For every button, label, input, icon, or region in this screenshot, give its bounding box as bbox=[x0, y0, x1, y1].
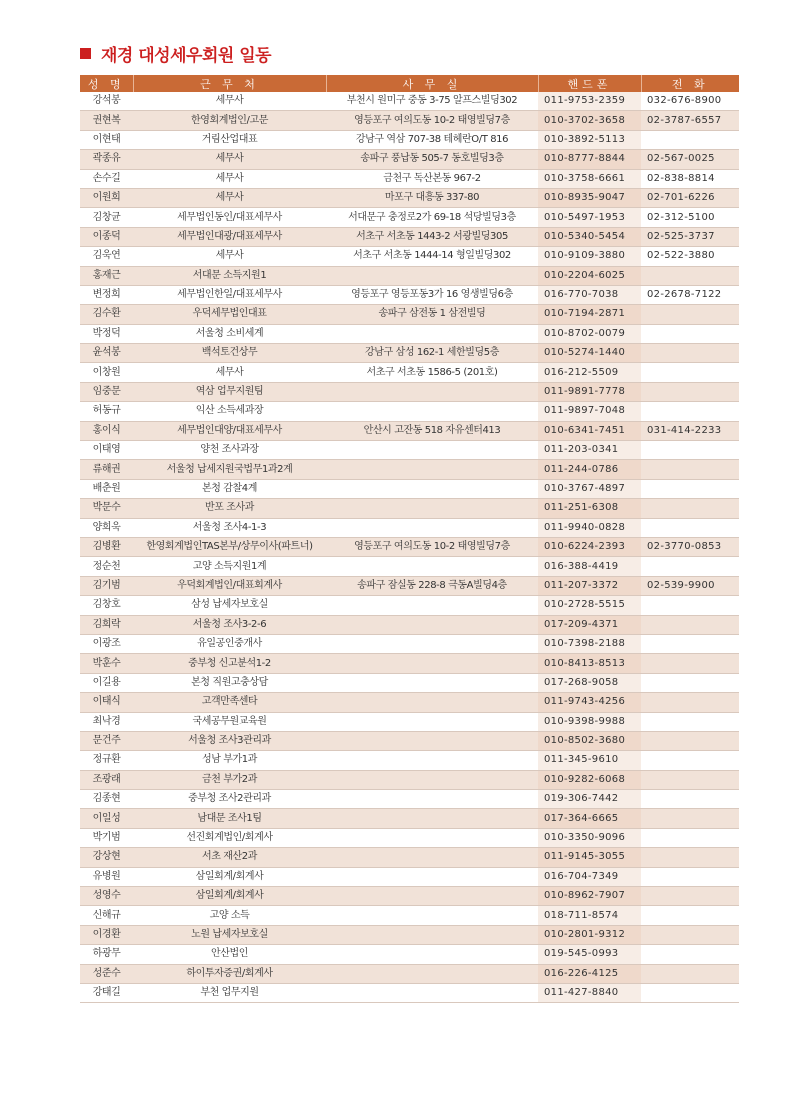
cell-office: 강남구 역삼 707-38 테헤란O/T 816 bbox=[326, 130, 538, 149]
cell-phone bbox=[641, 344, 739, 363]
cell-office bbox=[326, 460, 538, 479]
cell-workplace: 세무법인대양/대표세무사 bbox=[133, 421, 326, 440]
page-title-text: 재경 대성세우회원 일동 bbox=[101, 45, 272, 66]
cell-mobile: 010-7398-2188 bbox=[538, 634, 641, 653]
table-row bbox=[80, 906, 739, 925]
cell-mobile: 010-8962-7907 bbox=[538, 887, 641, 906]
cell-name: 김욱연 bbox=[80, 247, 133, 266]
cell-name: 홍이식 bbox=[80, 421, 133, 440]
column-header-office: 사 무 실 bbox=[326, 75, 538, 92]
cell-phone: 02-539-9900 bbox=[641, 576, 739, 595]
cell-mobile: 011-9145-3055 bbox=[538, 848, 641, 867]
table-row bbox=[80, 247, 739, 266]
cell-name: 박훈수 bbox=[80, 654, 133, 673]
cell-workplace: 고양 소득 bbox=[133, 906, 326, 925]
table-row bbox=[80, 693, 739, 712]
table-row bbox=[80, 770, 739, 789]
cell-office bbox=[326, 809, 538, 828]
cell-office: 안산시 고잔동 518 자유센터413 bbox=[326, 421, 538, 440]
table-row bbox=[80, 92, 739, 111]
cell-phone bbox=[641, 382, 739, 401]
cell-name: 이원희 bbox=[80, 188, 133, 207]
cell-phone bbox=[641, 809, 739, 828]
cell-mobile: 010-5497-1953 bbox=[538, 208, 641, 227]
table-row bbox=[80, 964, 739, 983]
cell-workplace: 세무사 bbox=[133, 150, 326, 169]
cell-name: 강석봉 bbox=[80, 92, 133, 111]
cell-mobile: 010-2801-9312 bbox=[538, 925, 641, 944]
cell-mobile: 010-8502-3680 bbox=[538, 731, 641, 750]
cell-phone bbox=[641, 770, 739, 789]
cell-name: 이창원 bbox=[80, 363, 133, 382]
cell-workplace: 세무법인한일/대표세무사 bbox=[133, 285, 326, 304]
cell-office bbox=[326, 479, 538, 498]
cell-phone bbox=[641, 596, 739, 615]
cell-phone bbox=[641, 906, 739, 925]
cell-workplace: 노원 납세자보호실 bbox=[133, 925, 326, 944]
table-row bbox=[80, 441, 739, 460]
table-row bbox=[80, 925, 739, 944]
cell-phone: 02-3787-6557 bbox=[641, 111, 739, 130]
cell-office bbox=[326, 848, 538, 867]
cell-name: 문건주 bbox=[80, 731, 133, 750]
cell-office bbox=[326, 751, 538, 770]
cell-office bbox=[326, 673, 538, 692]
cell-phone bbox=[641, 402, 739, 421]
cell-workplace: 한영회계법인/고문 bbox=[133, 111, 326, 130]
table-row bbox=[80, 809, 739, 828]
cell-name: 조광래 bbox=[80, 770, 133, 789]
table-row bbox=[80, 634, 739, 653]
table-row bbox=[80, 537, 739, 556]
table-row bbox=[80, 208, 739, 227]
cell-name: 박정덕 bbox=[80, 324, 133, 343]
table-row bbox=[80, 654, 739, 673]
cell-workplace: 서대문 소득지원1 bbox=[133, 266, 326, 285]
cell-mobile: 018-711-8574 bbox=[538, 906, 641, 925]
cell-office bbox=[326, 382, 538, 401]
cell-workplace: 반포 조사과 bbox=[133, 499, 326, 518]
cell-name: 이광조 bbox=[80, 634, 133, 653]
cell-name: 박기범 bbox=[80, 828, 133, 847]
cell-phone bbox=[641, 673, 739, 692]
cell-office bbox=[326, 925, 538, 944]
cell-name: 이일성 bbox=[80, 809, 133, 828]
cell-workplace: 금천 부가2과 bbox=[133, 770, 326, 789]
cell-name: 손수길 bbox=[80, 169, 133, 188]
cell-name: 이경환 bbox=[80, 925, 133, 944]
column-header-phone: 전 화 bbox=[641, 75, 739, 92]
cell-mobile: 010-7194-2871 bbox=[538, 305, 641, 324]
cell-phone bbox=[641, 925, 739, 944]
cell-phone bbox=[641, 441, 739, 460]
cell-name: 강태길 bbox=[80, 983, 133, 1002]
cell-office bbox=[326, 731, 538, 750]
cell-office bbox=[326, 945, 538, 964]
cell-name: 이태식 bbox=[80, 693, 133, 712]
cell-name: 양희욱 bbox=[80, 518, 133, 537]
cell-name: 정순천 bbox=[80, 557, 133, 576]
cell-mobile: 010-8777-8844 bbox=[538, 150, 641, 169]
table-row bbox=[80, 790, 739, 809]
cell-name: 권현복 bbox=[80, 111, 133, 130]
cell-phone bbox=[641, 790, 739, 809]
cell-phone: 02-567-0025 bbox=[641, 150, 739, 169]
table-header-row bbox=[80, 75, 739, 92]
table-row bbox=[80, 983, 739, 1002]
cell-mobile: 010-3758-6661 bbox=[538, 169, 641, 188]
cell-phone bbox=[641, 983, 739, 1002]
cell-phone bbox=[641, 460, 739, 479]
cell-phone bbox=[641, 693, 739, 712]
cell-name: 이태영 bbox=[80, 441, 133, 460]
cell-mobile: 019-306-7442 bbox=[538, 790, 641, 809]
cell-mobile: 010-2204-6025 bbox=[538, 266, 641, 285]
cell-name: 정규환 bbox=[80, 751, 133, 770]
cell-phone bbox=[641, 518, 739, 537]
table-row bbox=[80, 150, 739, 169]
table-row bbox=[80, 169, 739, 188]
table-row bbox=[80, 266, 739, 285]
cell-name: 성영수 bbox=[80, 887, 133, 906]
cell-phone: 02-2678-7122 bbox=[641, 285, 739, 304]
cell-name: 김희락 bbox=[80, 615, 133, 634]
cell-phone bbox=[641, 130, 739, 149]
cell-mobile: 017-268-9058 bbox=[538, 673, 641, 692]
cell-workplace: 거림산업대표 bbox=[133, 130, 326, 149]
cell-mobile: 011-427-8840 bbox=[538, 983, 641, 1002]
cell-office bbox=[326, 693, 538, 712]
cell-mobile: 011-251-6308 bbox=[538, 499, 641, 518]
cell-mobile: 010-9398-9988 bbox=[538, 712, 641, 731]
cell-mobile: 011-9753-2359 bbox=[538, 92, 641, 111]
cell-office: 영등포구 여의도동 10-2 태영빌딩7층 bbox=[326, 537, 538, 556]
cell-mobile: 017-364-6665 bbox=[538, 809, 641, 828]
table-row bbox=[80, 828, 739, 847]
column-header-mobile: 핸드폰 bbox=[538, 75, 641, 92]
cell-name: 곽종유 bbox=[80, 150, 133, 169]
cell-office bbox=[326, 964, 538, 983]
cell-office bbox=[326, 499, 538, 518]
cell-workplace: 백석토건상무 bbox=[133, 344, 326, 363]
column-header-name: 성 명 bbox=[80, 75, 133, 92]
cell-mobile: 010-5340-5454 bbox=[538, 227, 641, 246]
table-row bbox=[80, 945, 739, 964]
cell-office bbox=[326, 790, 538, 809]
cell-name: 성준수 bbox=[80, 964, 133, 983]
cell-office bbox=[326, 634, 538, 653]
cell-mobile: 011-207-3372 bbox=[538, 576, 641, 595]
cell-mobile: 011-244-0786 bbox=[538, 460, 641, 479]
cell-workplace: 서울청 납세지원국법무1과2계 bbox=[133, 460, 326, 479]
cell-mobile: 011-9743-4256 bbox=[538, 693, 641, 712]
cell-phone bbox=[641, 305, 739, 324]
cell-workplace: 우덕회계법인/대표회계사 bbox=[133, 576, 326, 595]
cell-workplace: 남대문 조사1팀 bbox=[133, 809, 326, 828]
cell-workplace: 유일공인중개사 bbox=[133, 634, 326, 653]
table-row bbox=[80, 382, 739, 401]
cell-phone: 02-701-6226 bbox=[641, 188, 739, 207]
cell-workplace: 익산 소득세과장 bbox=[133, 402, 326, 421]
cell-office bbox=[326, 867, 538, 886]
cell-office bbox=[326, 828, 538, 847]
cell-name: 김병환 bbox=[80, 537, 133, 556]
cell-phone: 02-3770-0853 bbox=[641, 537, 739, 556]
member-table bbox=[80, 75, 739, 1003]
table-row bbox=[80, 576, 739, 595]
table-row bbox=[80, 305, 739, 324]
table-row bbox=[80, 848, 739, 867]
cell-workplace: 서초 재산2과 bbox=[133, 848, 326, 867]
cell-workplace: 서울청 조사4-1-3 bbox=[133, 518, 326, 537]
cell-phone bbox=[641, 324, 739, 343]
cell-office bbox=[326, 596, 538, 615]
cell-mobile: 010-8702-0079 bbox=[538, 324, 641, 343]
cell-office bbox=[326, 615, 538, 634]
cell-workplace: 세무사 bbox=[133, 247, 326, 266]
cell-workplace: 서울청 조사3관리과 bbox=[133, 731, 326, 750]
cell-office: 서초구 서초동 1586-5 (201호) bbox=[326, 363, 538, 382]
cell-workplace: 서울청 조사3-2-6 bbox=[133, 615, 326, 634]
cell-phone: 031-414-2233 bbox=[641, 421, 739, 440]
cell-workplace: 선진회계법인/회계사 bbox=[133, 828, 326, 847]
cell-workplace: 고양 소득지원1계 bbox=[133, 557, 326, 576]
cell-name: 이현태 bbox=[80, 130, 133, 149]
cell-office bbox=[326, 906, 538, 925]
cell-name: 이길용 bbox=[80, 673, 133, 692]
cell-office bbox=[326, 266, 538, 285]
cell-workplace: 고객만족센타 bbox=[133, 693, 326, 712]
cell-mobile: 016-704-7349 bbox=[538, 867, 641, 886]
cell-phone bbox=[641, 712, 739, 731]
cell-name: 김창호 bbox=[80, 596, 133, 615]
cell-workplace: 삼성 납세자보호실 bbox=[133, 596, 326, 615]
cell-workplace: 세무사 bbox=[133, 92, 326, 111]
cell-office bbox=[326, 441, 538, 460]
cell-phone bbox=[641, 731, 739, 750]
table-row bbox=[80, 479, 739, 498]
table-row bbox=[80, 673, 739, 692]
cell-office: 송파구 풍납동 505-7 동호빌딩3층 bbox=[326, 150, 538, 169]
cell-mobile: 010-9282-6068 bbox=[538, 770, 641, 789]
cell-name: 하광무 bbox=[80, 945, 133, 964]
cell-mobile: 011-9891-7778 bbox=[538, 382, 641, 401]
cell-mobile: 016-770-7038 bbox=[538, 285, 641, 304]
table-row bbox=[80, 421, 739, 440]
cell-phone bbox=[641, 266, 739, 285]
cell-workplace: 본청 감찰4계 bbox=[133, 479, 326, 498]
cell-mobile: 011-345-9610 bbox=[538, 751, 641, 770]
table-row bbox=[80, 712, 739, 731]
cell-name: 허동규 bbox=[80, 402, 133, 421]
cell-office bbox=[326, 518, 538, 537]
cell-office: 서초구 서초동 1443-2 서광빌딩305 bbox=[326, 227, 538, 246]
cell-phone bbox=[641, 634, 739, 653]
cell-workplace: 세무사 bbox=[133, 169, 326, 188]
cell-phone bbox=[641, 848, 739, 867]
cell-mobile: 011-9940-0828 bbox=[538, 518, 641, 537]
cell-mobile: 010-3350-9096 bbox=[538, 828, 641, 847]
page-title bbox=[80, 40, 271, 66]
cell-workplace: 서울청 소비세계 bbox=[133, 324, 326, 343]
cell-phone bbox=[641, 751, 739, 770]
cell-workplace: 본청 직원고충상담 bbox=[133, 673, 326, 692]
cell-office bbox=[326, 324, 538, 343]
cell-name: 최낙경 bbox=[80, 712, 133, 731]
cell-office: 서초구 서초동 1444-14 형일빌딩302 bbox=[326, 247, 538, 266]
cell-phone: 02-525-3737 bbox=[641, 227, 739, 246]
cell-mobile: 016-388-4419 bbox=[538, 557, 641, 576]
cell-workplace: 하이투자증권/회계사 bbox=[133, 964, 326, 983]
cell-mobile: 011-203-0341 bbox=[538, 441, 641, 460]
table-row bbox=[80, 227, 739, 246]
cell-mobile: 011-9897-7048 bbox=[538, 402, 641, 421]
cell-mobile: 010-5274-1440 bbox=[538, 344, 641, 363]
cell-workplace: 삼일회계/회계사 bbox=[133, 867, 326, 886]
cell-mobile: 010-2728-5515 bbox=[538, 596, 641, 615]
cell-mobile: 019-545-0993 bbox=[538, 945, 641, 964]
cell-workplace: 세무사 bbox=[133, 363, 326, 382]
cell-name: 윤석봉 bbox=[80, 344, 133, 363]
cell-workplace: 성남 부가1과 bbox=[133, 751, 326, 770]
cell-mobile: 010-8935-9047 bbox=[538, 188, 641, 207]
cell-office: 송파구 삼전동 1 삼전빌딩 bbox=[326, 305, 538, 324]
cell-name: 신해규 bbox=[80, 906, 133, 925]
table-row bbox=[80, 111, 739, 130]
cell-workplace: 세무법인대광/대표세무사 bbox=[133, 227, 326, 246]
cell-phone bbox=[641, 867, 739, 886]
cell-office: 서대문구 충정로2가 69-18 석당빌딩3층 bbox=[326, 208, 538, 227]
cell-phone bbox=[641, 479, 739, 498]
table-row bbox=[80, 731, 739, 750]
cell-office: 금천구 독산본동 967-2 bbox=[326, 169, 538, 188]
cell-phone bbox=[641, 363, 739, 382]
cell-mobile: 010-6224-2393 bbox=[538, 537, 641, 556]
cell-name: 배춘원 bbox=[80, 479, 133, 498]
table-body bbox=[80, 92, 739, 1003]
cell-phone: 02-838-8814 bbox=[641, 169, 739, 188]
cell-phone bbox=[641, 828, 739, 847]
table-row bbox=[80, 285, 739, 304]
table-row bbox=[80, 518, 739, 537]
table-row bbox=[80, 324, 739, 343]
table-row bbox=[80, 363, 739, 382]
cell-name: 박문수 bbox=[80, 499, 133, 518]
cell-phone bbox=[641, 887, 739, 906]
cell-office: 영등포구 영등포동3가 16 영생빌딩6층 bbox=[326, 285, 538, 304]
column-header-workplace: 근 무 처 bbox=[133, 75, 326, 92]
table-row bbox=[80, 615, 739, 634]
cell-mobile: 010-3767-4897 bbox=[538, 479, 641, 498]
cell-workplace: 안산법인 bbox=[133, 945, 326, 964]
cell-phone: 032-676-8900 bbox=[641, 92, 739, 111]
cell-name: 강상현 bbox=[80, 848, 133, 867]
cell-office bbox=[326, 770, 538, 789]
cell-workplace: 부천 업무지원 bbox=[133, 983, 326, 1002]
table-row bbox=[80, 867, 739, 886]
table-row bbox=[80, 344, 739, 363]
cell-name: 변정희 bbox=[80, 285, 133, 304]
cell-mobile: 016-212-5509 bbox=[538, 363, 641, 382]
table-row bbox=[80, 596, 739, 615]
cell-name: 류해권 bbox=[80, 460, 133, 479]
table-row bbox=[80, 188, 739, 207]
cell-office: 부천시 원미구 중동 3-75 알프스빌딩302 bbox=[326, 92, 538, 111]
cell-phone: 02-312-5100 bbox=[641, 208, 739, 227]
square-bullet-icon bbox=[80, 48, 91, 59]
cell-mobile: 010-9109-3880 bbox=[538, 247, 641, 266]
cell-workplace: 삼일회계/회계사 bbox=[133, 887, 326, 906]
cell-mobile: 010-3892-5113 bbox=[538, 130, 641, 149]
cell-phone bbox=[641, 964, 739, 983]
cell-name: 이종덕 bbox=[80, 227, 133, 246]
table-row bbox=[80, 402, 739, 421]
cell-workplace: 중부청 조사2관리과 bbox=[133, 790, 326, 809]
table-row bbox=[80, 130, 739, 149]
table-row bbox=[80, 499, 739, 518]
table-row bbox=[80, 460, 739, 479]
cell-workplace: 한영회계법인TAS본부/상무이사(파트너) bbox=[133, 537, 326, 556]
cell-office bbox=[326, 557, 538, 576]
cell-phone bbox=[641, 654, 739, 673]
cell-mobile: 010-3702-3658 bbox=[538, 111, 641, 130]
cell-office: 강남구 삼성 162-1 세한빌딩5층 bbox=[326, 344, 538, 363]
cell-name: 김수환 bbox=[80, 305, 133, 324]
cell-mobile: 017-209-4371 bbox=[538, 615, 641, 634]
cell-mobile: 010-6341-7451 bbox=[538, 421, 641, 440]
cell-workplace: 양천 조사과장 bbox=[133, 441, 326, 460]
cell-name: 김기범 bbox=[80, 576, 133, 595]
cell-office: 송파구 잠실동 228-8 극동A빌딩4층 bbox=[326, 576, 538, 595]
cell-workplace: 세무법인동인/대표세무사 bbox=[133, 208, 326, 227]
cell-mobile: 016-226-4125 bbox=[538, 964, 641, 983]
cell-phone bbox=[641, 615, 739, 634]
cell-phone bbox=[641, 945, 739, 964]
cell-workplace: 국세공무원교육원 bbox=[133, 712, 326, 731]
cell-name: 김창균 bbox=[80, 208, 133, 227]
cell-phone: 02-522-3880 bbox=[641, 247, 739, 266]
cell-office bbox=[326, 983, 538, 1002]
table-row bbox=[80, 751, 739, 770]
cell-phone bbox=[641, 499, 739, 518]
cell-workplace: 역삼 업무지원팀 bbox=[133, 382, 326, 401]
cell-name: 홍재근 bbox=[80, 266, 133, 285]
cell-workplace: 우덕세무법인대표 bbox=[133, 305, 326, 324]
cell-office: 마포구 대흥동 337-80 bbox=[326, 188, 538, 207]
cell-name: 유병원 bbox=[80, 867, 133, 886]
table-row bbox=[80, 887, 739, 906]
cell-office bbox=[326, 654, 538, 673]
cell-phone bbox=[641, 557, 739, 576]
cell-office bbox=[326, 712, 538, 731]
cell-workplace: 세무사 bbox=[133, 188, 326, 207]
cell-name: 임중문 bbox=[80, 382, 133, 401]
cell-office: 영등포구 여의도동 10-2 태영빌딩7층 bbox=[326, 111, 538, 130]
cell-office bbox=[326, 402, 538, 421]
table-row bbox=[80, 557, 739, 576]
cell-office bbox=[326, 887, 538, 906]
cell-workplace: 중부청 신고분석1-2 bbox=[133, 654, 326, 673]
cell-name: 김종현 bbox=[80, 790, 133, 809]
cell-mobile: 010-8413-8513 bbox=[538, 654, 641, 673]
